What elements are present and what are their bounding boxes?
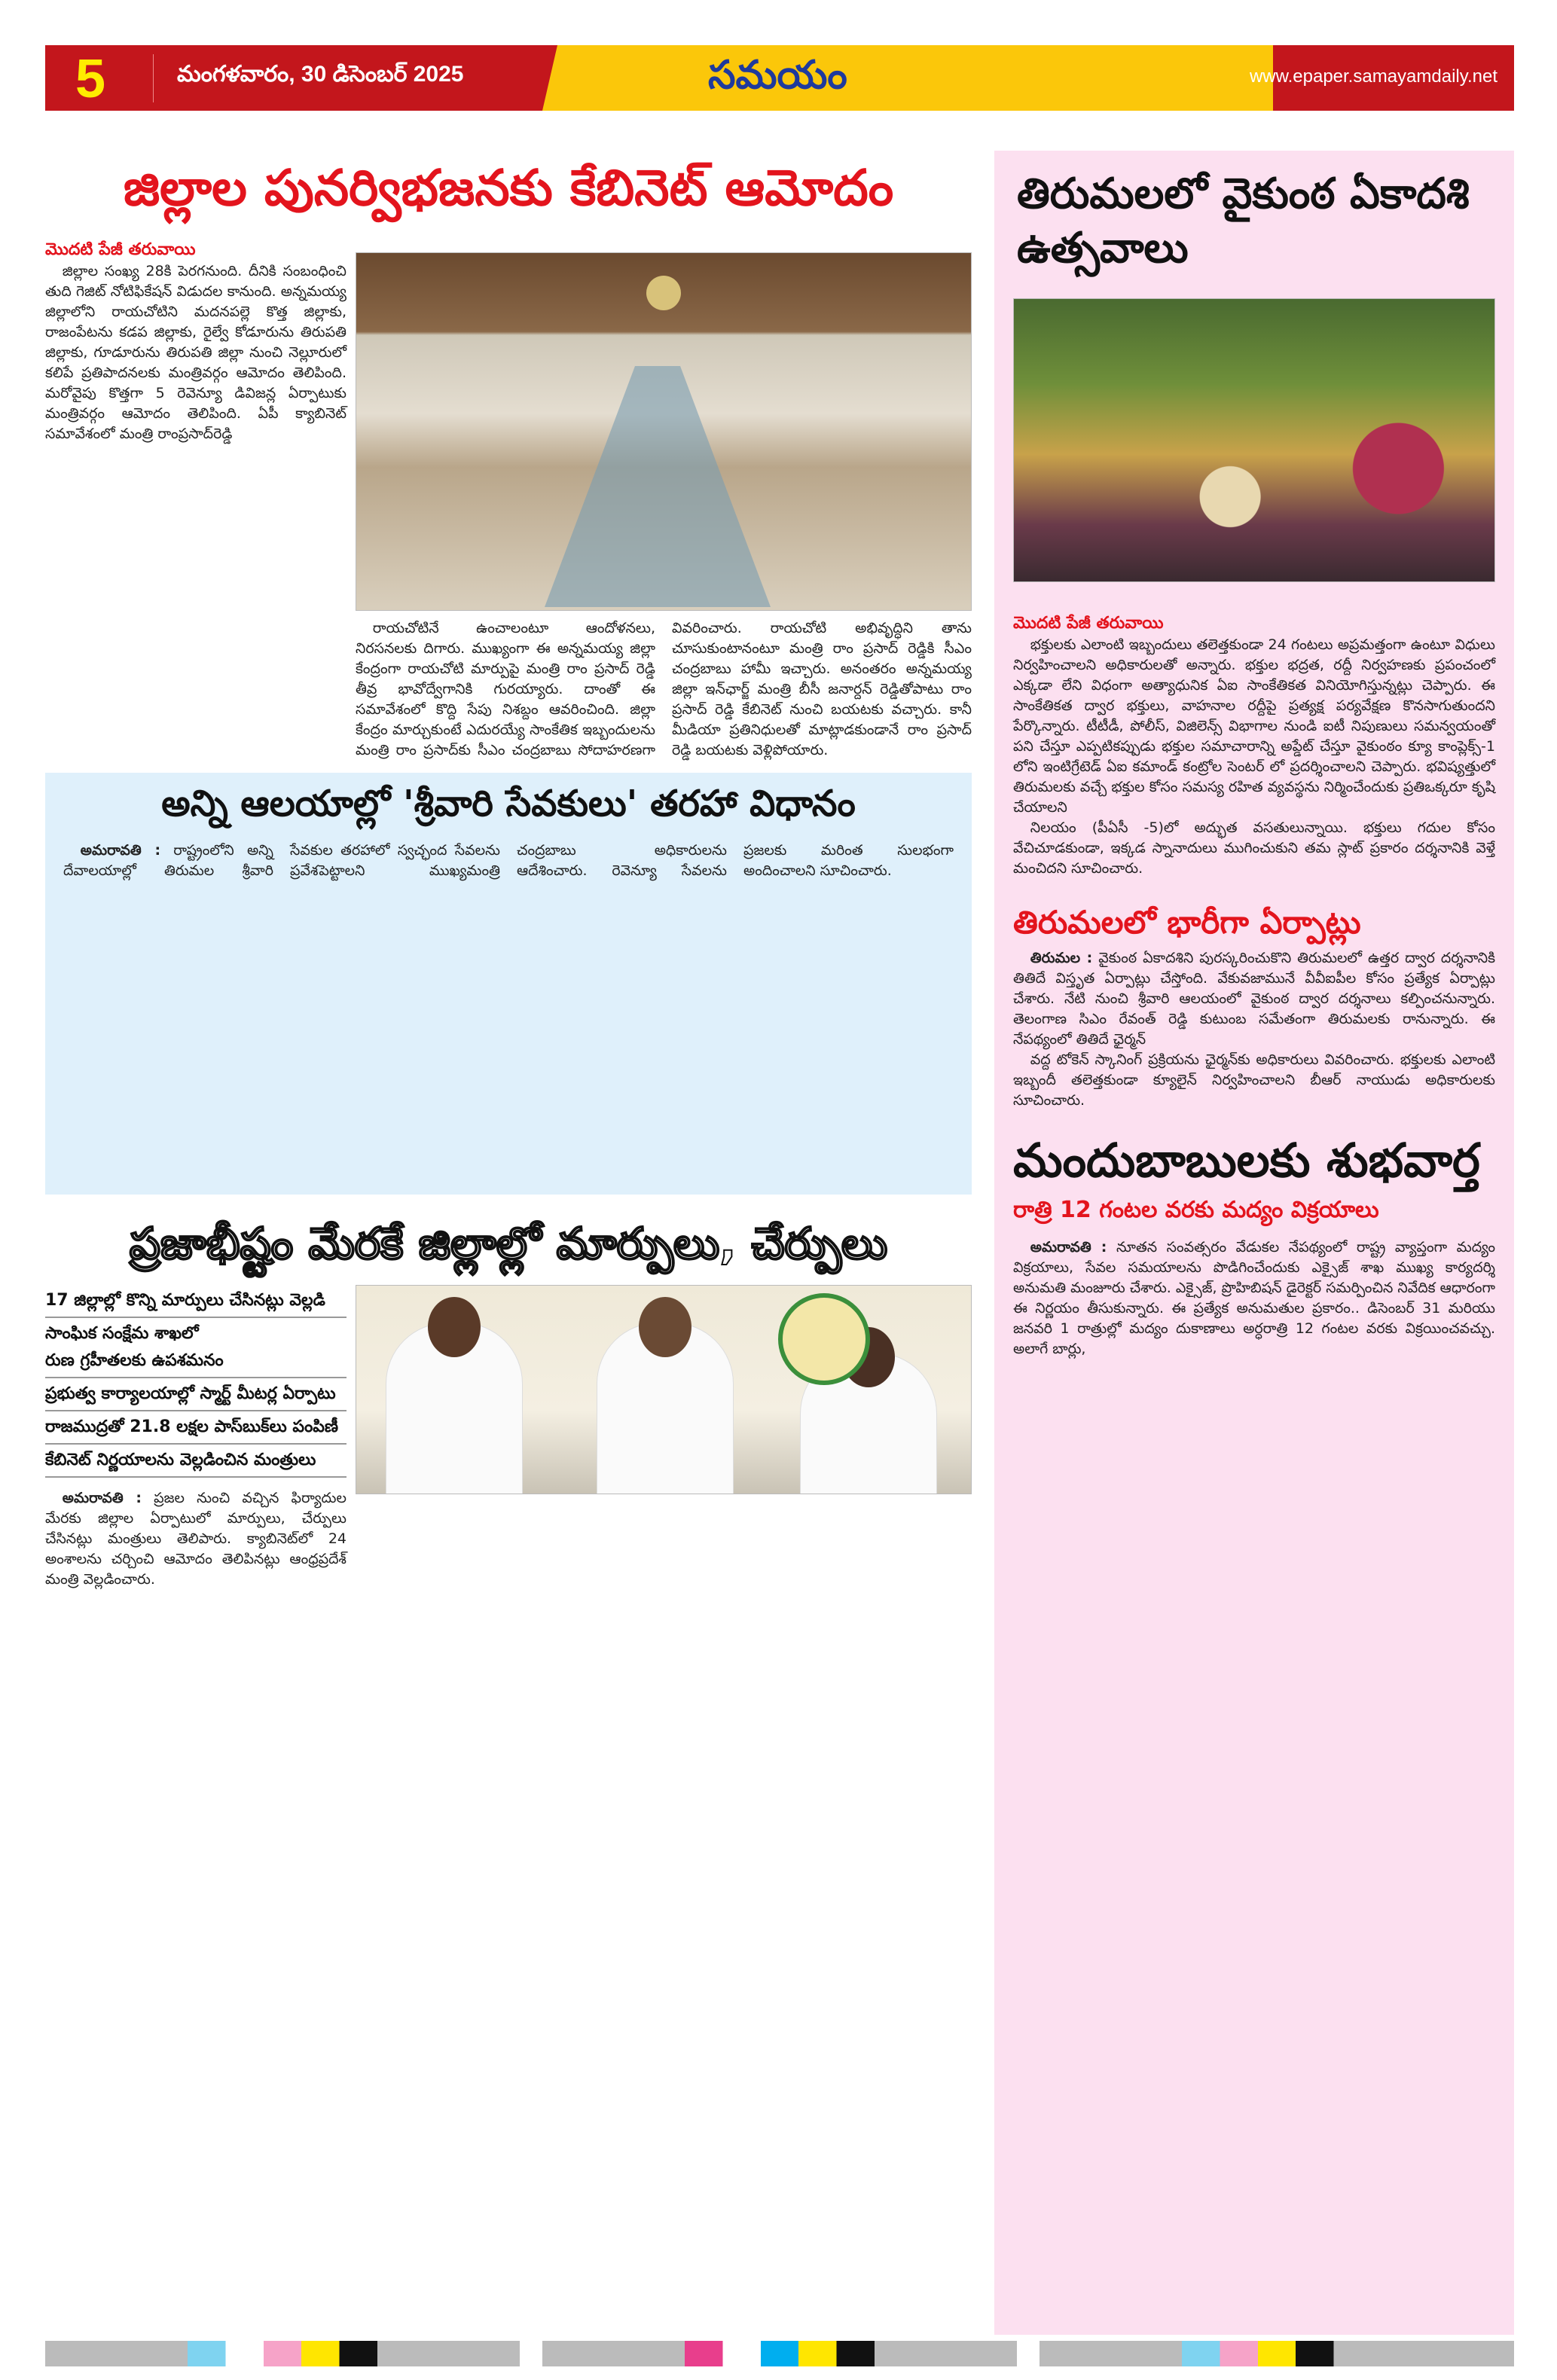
subhead: సాంఘిక సంక్షేమ శాఖలో	[45, 1324, 199, 1343]
article4-paragraph: నూతన సంవత్సరం వేడుకల నేపథ్యంలో రాష్ట్ర వ్యాప్తంగా మద్యం విక్రయాలు, సేవల సమయాలను పొడిగించేందుకు ఎక్సైజ్ శాఖ ముఖ్య కార్యదర్శి అనుమతి మంజూరు చేశారు. ఎక్సైజ్, ప్రొహిబిషన్ డైరెక్టర్ సమర్పించిన నివేదిక ఆధారంగా ఈ నిర్ణయం తీసుకున్నారు. ఈ ప్రత్యేక అనుమతుల ప్రకారం.. డిసెంబర్ 31 మరియు జనవరి 1 రాత్రుల్లో మద్యం దుకాణాలు అర్ధరాత్రి 12 గంటల వరకు విక్రయించవచ్చు. అలాగే బార్లు,	[1013, 1239, 1495, 1357]
subhead: రాజముద్రతో 21.8 లక్షల పాస్‌బుక్‌లు పంపిణీ	[45, 1411, 347, 1445]
issue-date: మంగళవారం, 30 డిసెంబర్ 2025	[177, 62, 464, 87]
article1-lead	[45, 239, 347, 444]
masthead-band	[542, 45, 1273, 111]
sidebar-sub-paragraph: వద్ద టోకెన్ స్కానింగ్ ప్రక్రియను ఛైర్మన్‌కు అధికారులు వివరించారు. భక్తులకు ఎలాంటి ఇబ్బందీ తలెత్తకుండా క్యూలైన్ నిర్వహించాలని బీఆర్ నాయుడు అధికారులకు సూచించారు.	[1013, 1051, 1495, 1109]
article3-lead	[45, 1488, 347, 1590]
subhead: కేబినెట్ నిర్ణయాలను వెల్లడించిన మంత్రులు	[45, 1445, 347, 1478]
subhead: 17 జిల్లాల్లో కొన్ని మార్పులు చేసినట్లు వెల్లడి	[45, 1285, 347, 1318]
color-registration-bar	[45, 2341, 1514, 2366]
sidebar-subheadline: తిరుమలలో భారీగా ఏర్పాట్లు	[1013, 904, 1361, 941]
vaikunta-ekadasi-decoration-photo	[1013, 298, 1495, 582]
left-column	[45, 154, 972, 1590]
article2-box	[45, 773, 972, 1195]
sidebar-paragraph: నిలయం (పీఏసీ -5)లో అద్భుత వసతులున్నాయి. భక్తులు గదుల కోసం వేచిచూడకుండా, ఇక్కడ స్నానాదులు ముగించుకుని తమ స్లాట్ ప్రకారం దర్శనానికి వెళ్తే మంచిదని సూచించారు.	[1013, 819, 1495, 877]
tirumala-sidebar	[994, 151, 1514, 2335]
article3-subheads	[45, 1285, 347, 1478]
dateline: తిరుమల :	[1030, 950, 1093, 966]
subhead: ప్రభుత్వ కార్యాలయాల్లో స్మార్ట్ మీటర్ల ఏర్పాటు	[45, 1378, 347, 1411]
sidebar-headline: తిరుమలలో వైకుంఠ ఏకాదశి ఉత్సవాలు	[1017, 169, 1470, 273]
article3-headline: ప్రజాభీష్టం మేరకే జిల్లాల్లో మార్పులు, చేర్పులు	[129, 1218, 888, 1269]
dateline: అమరావతి :	[80, 842, 161, 859]
article2-headline: అన్ని ఆలయాల్లో 'శ్రీవారి సేవకులు' తరహా విధానం	[161, 783, 856, 825]
sidebar-sub-paragraph: వైకుంఠ ఏకాదశిని పురస్కరించుకొని తిరుమలలో ఉత్తర ద్వార దర్శనానికి తితిదే విస్తృత ఏర్పాట్లు చేస్తోంది. వేకువజామునే వీవీఐపీల కోసం ప్రత్యేక ఏర్పాట్లు చేశారు. నేటి నుంచి శ్రీవారి ఆలయంలో వైకుంఠ ద్వార దర్శనాలు కల్పించనున్నారు. తెలంగాణ సిఎం రేవంత్ రెడ్డి కుటుంబ సమేతంగా తిరుమలకు రానున్నారు. ఈ నేపథ్యంలో తితిదే ఛైర్మన్	[1013, 950, 1495, 1048]
article1-headline: జిల్లాల పునర్విభజనకు కేబినెట్ ఆమోదం	[123, 159, 894, 217]
article3-paragraph: ప్రజల నుంచి వచ్చిన ఫిర్యాదుల మేరకు జిల్లాల ఏర్పాటులో మార్పులు, చేర్పులు చేసినట్లు మంత్రులు తెలిపారు. క్యాబినెట్‌లో 24 అంశాలను చర్చించి ఆమోదం తెలిపినట్లు ఆంధ్రప్రదేశ్ మంత్రి వెల్లడించారు.	[45, 1490, 347, 1588]
article2-paragraph: రాష్ట్రంలోని అన్ని దేవాలయాల్లో తిరుమల శ్రీవారి సేవకుల తరహాలో స్వచ్ఛంద సేవలను ప్రవేశపెట్టాలని ముఖ్యమంత్రి చంద్రబాబు అధికారులను ఆదేశించారు. రెవెన్యూ సేవలను ప్రజలకు మరింత సులభంగా అందించాలని సూచించారు.	[63, 842, 954, 879]
article4-subheadline: రాత్రి 12 గంటల వరకు మద్యం విక్రయాలు	[1013, 1197, 1379, 1223]
divider	[153, 54, 154, 102]
article1-paragraph: రాయచోటినే ఉంచాలంటూ ఆందోళనలు, నిరసనలకు దిగారు. ముఖ్యంగా ఈ అన్నమయ్య జిల్లా కేంద్రంగా రాయచోటి మార్పుపై మంత్రి రాం ప్రసాద్ రెడ్డి తీవ్ర భావోద్వేగానికి గురయ్యారు. దాంతో ఈ సమావేశంలో కొద్ది సేపు నిశబ్దం ఆవరించింది. జిల్లా కేంద్రం మార్చుకుంటే ఎదురయ్యే సాంకేతిక ఇబ్బందులను మంత్రి రాం ప్రసాద్‌కు సీఎం చంద్రబాబు సోదాహరణగా వివరించారు. రాయచోటి అభివృద్ధిని తాను చూసుకుంటానంటూ మంత్రి రాం ప్రసాద్ రెడ్డికి సీఎం చంద్రబాబు హామీ ఇచ్చారు. అనంతరం అన్నమయ్య జిల్లా ఇన్‌ఛార్జ్ మంత్రి బీసీ జనార్దన్ రెడ్డితోపాటు రాం ప్రసాద్ రెడ్డి కేబినెట్ నుంచి బయటకు వచ్చారు. కానీ మీడియా ప్రతినిధులతో మాట్లాడకుండానే రాం ప్రసాద్ రెడ్డి బయటకు వెళ్లిపోయారు.	[356, 620, 972, 758]
masthead-logo: సమయం	[708, 53, 847, 98]
subhead: రుణ గ్రహీతలకు ఉపశమనం	[45, 1345, 347, 1378]
page-number: 5	[75, 49, 106, 109]
press-conference-photo	[356, 1285, 972, 1494]
dateline: అమరావతి :	[62, 1490, 142, 1506]
article4-body	[1013, 1237, 1495, 1359]
sidebar-sub-article	[1013, 948, 1495, 1111]
registration-strip	[45, 2341, 520, 2366]
registration-strip	[542, 2341, 1017, 2366]
article1-paragraph: జిల్లాల సంఖ్య 28కి పెరగనుంది. దీనికి సంబంధించి తుది గెజిట్ నోటిఫికేషన్ విడుదల కానుంది. అన్నమయ్య జిల్లాలోని రాయచోటిని మదనపల్లె కొత్త జిల్లాకు, రాజంపేటను కడప జిల్లాకు, రైల్వే కోడూరును తిరుపతి జిల్లాకు, గూడూరును తిరుపతి జిల్లా నుంచి నెల్లూరులో కలిపే ప్రతిపాదనలకు మంత్రివర్గం ఆమోదం తెలిపింది. మరోవైపు కొత్తగా 5 రెవెన్యూ డివిజన్ల ఏర్పాటుకు మంత్రివర్గం ఆమోదం తెలిపింది. ఏపీ క్యాబినెట్ సమావేశంలో మంత్రి రాంప్రసాద్‌రెడ్డి	[45, 263, 347, 442]
cabinet-meeting-photo	[356, 252, 972, 611]
article4-headline: మందుబాబులకు శుభవార్త	[1013, 1133, 1480, 1188]
continuation-label: మొదటి పేజీ తరువాయి	[1013, 614, 1164, 633]
registration-strip	[1040, 2341, 1514, 2366]
article1-columns	[356, 618, 972, 761]
sidebar-paragraph: భక్తులకు ఎలాంటి ఇబ్బందులు తలెత్తకుండా 24 గంటలు అప్రమత్తంగా ఉంటూ విధులు నిర్వహించాలని అధికారులతో అన్నారు. భక్తుల భద్రత, రద్దీ నిర్వహణకు ప్రపంచంలో ఎక్కడా లేని విధంగా అత్యాధునిక ఏఐ సాంకేతికత వినియోగిస్తున్నట్లు చెప్పారు. ఈ సాంకేతికత ద్వార భక్తులు, వాహనాల రద్దీపై ప్రత్యక్ష పర్యవేక్షణ కొనసాగుతుందని పేర్కొన్నారు. టీటీడీ, పోలీస్, విజిలెన్స్ విభాగాల నుండి ఐటీ నిపుణులు సమన్వయంతో పని చేస్తూ ఎప్పటికప్పుడు భక్తుల సమాచారాన్ని అప్డేట్ చేస్తూ వైకుంఠం క్యూ కాంప్లెక్స్-1 లోని ఇంటిగ్రేటెడ్ ఏఐ కమాండ్ కంట్రోల సెంటర్ లో ప్రదర్శించాలని చెప్పారు. భవిష్యత్తులో తిరుమలకు వచ్చే భక్తుల కోసం సమస్య రహిత వ్యవస్థను నిర్మించేందుకు ప్రతిఒక్కరూ కృషి చేయాలని	[1013, 636, 1495, 816]
dateline: అమరావతి :	[1030, 1239, 1107, 1256]
page-header	[45, 45, 1514, 111]
epaper-url[interactable]: www.epaper.samayamdaily.net	[1249, 66, 1497, 87]
continuation-label: మొదటి పేజీ తరువాయి	[45, 240, 196, 259]
